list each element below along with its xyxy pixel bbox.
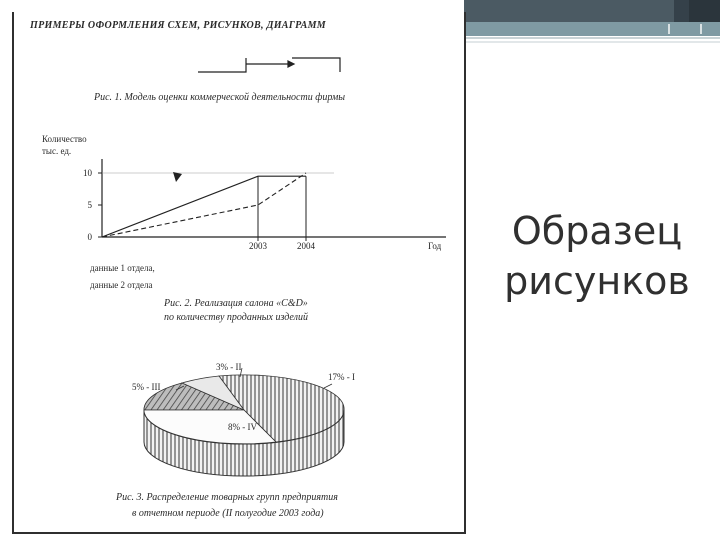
figure3-caption-line2: в отчетном периоде (II полугодие 2003 года) [132, 508, 324, 519]
document-graphics [14, 12, 464, 532]
pie-label-III: 5% - III [132, 382, 161, 392]
top-bar-line [464, 41, 720, 43]
diagram-box-right [292, 58, 340, 72]
figure1-diagram [198, 58, 340, 72]
line-chart [83, 159, 446, 251]
y-tick-label: 0 [87, 232, 92, 242]
pie-label-II: 3% - II [216, 362, 242, 372]
pointer-icon [173, 172, 182, 182]
figure2-caption-line2: по количеству проданных изделий [164, 312, 308, 323]
top-bar-segment-dark [689, 0, 720, 22]
top-bar-stripe [464, 22, 720, 36]
pie-label-IV: 8% - IV [228, 422, 257, 432]
x-tick-label: 2004 [297, 241, 315, 251]
series-line-2 [102, 173, 306, 237]
top-bar-tick [668, 24, 670, 34]
slide-title-line1: Образец [511, 209, 683, 253]
slide-title [492, 206, 702, 306]
pie-leader-line [324, 384, 332, 388]
diagram-arrowhead [288, 61, 294, 67]
legend-entry-1: данные 1 отдела, [90, 263, 155, 273]
y-tick-label: 5 [87, 200, 92, 210]
top-bar-line [464, 37, 720, 39]
scanned-document [12, 12, 466, 534]
legend-entry-2: данные 2 отдела [90, 280, 153, 290]
x-axis-label: Год [428, 241, 442, 251]
figure3-caption-line1: Рис. 3. Распределение товарных групп предприятия [116, 492, 338, 503]
top-bar-segment [464, 0, 674, 22]
figure1-caption: Рис. 1. Модель оценки коммерческой деятельности фирмы [94, 92, 345, 103]
slide-top-bar [464, 0, 720, 22]
x-tick-label: 2003 [249, 241, 267, 251]
diagram-box-left [198, 58, 246, 72]
y-axis-label-line1: Количество [42, 134, 87, 144]
y-tick-label: 10 [83, 168, 92, 178]
pie-label-I: 17% - I [328, 372, 355, 382]
slide-title-line2: рисунков [504, 259, 690, 303]
figure2-caption-line1: Рис. 2. Реализация салона «C&D» [164, 298, 308, 309]
top-bar-tick [700, 24, 702, 34]
document-header: ПРИМЕРЫ ОФОРМЛЕНИЯ СХЕМ, РИСУНКОВ, ДИАГРАММ [30, 20, 326, 31]
series-line-1 [102, 176, 306, 237]
y-axis-label-line2: тыс. ед. [42, 146, 72, 156]
